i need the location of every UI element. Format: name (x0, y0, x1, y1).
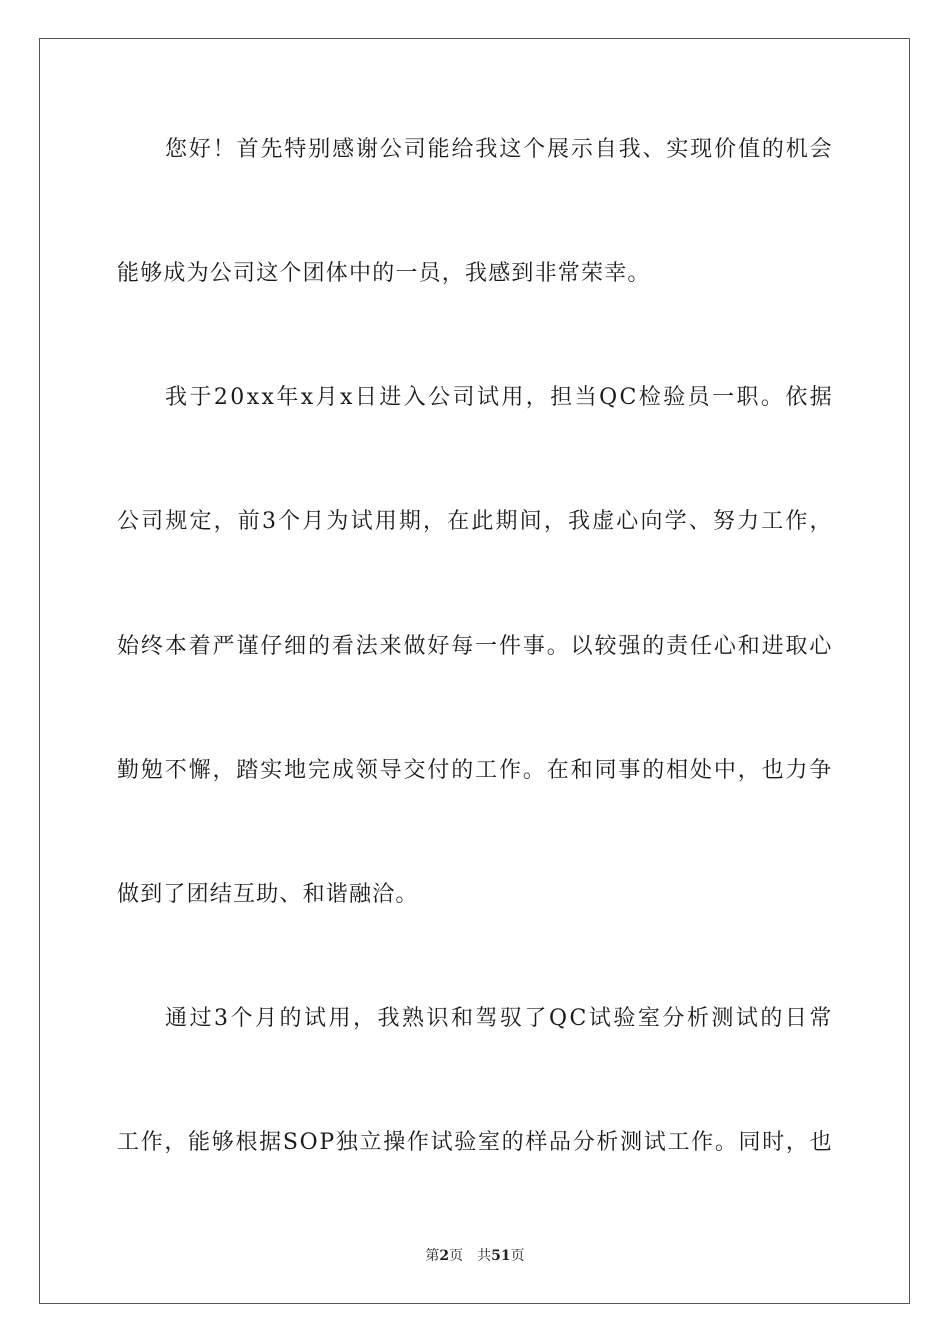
page-prefix: 第 (425, 1248, 440, 1264)
paragraph-2-line-4: 勤 勉 不 懈 ， 踏 实 地 完 成 领 导 交 付 的 工 作 。 在 和 同 事 的 相 处 中 ， 也 力 争 (117, 758, 833, 783)
total-prefix: 共 (477, 1248, 492, 1264)
paragraph-1-line-2: 能够成为公司这个团体中的一员，我感到非常荣幸。 (117, 261, 651, 286)
paragraph-2-line-2: 公 司 规 定 ， 前 3 个 月 为 试 用 期 ， 在 此 期 间 ， 我 虚 心 向 学 、 努 力 工 作 ， (117, 509, 833, 534)
total-pages: 51 (491, 1248, 511, 1264)
paragraph-2-line-3: 始 终 本 着 严 谨 仔 细 的 看 法 来 做 好 每 一 件 事 。 以 较 强 的 责 任 心 和 进 取 心 (117, 634, 833, 659)
paragraph-1-line-1: 您 好 ！ 首 先 特 别 感 谢 公 司 能 给 我 这 个 展 示 自 我 、 实 现 价 值 的 机 会 (165, 137, 833, 162)
page-border (39, 38, 910, 1304)
paragraph-2-line-5: 做到了团结互助、和谐融洽。 (117, 882, 419, 907)
paragraph-3-line-2: 工 作 ， 能 够 根 据 S O P 独 立 操 作 试 验 室 的 样 品 分 析 测 试 工 作 。 同 时 ， 也 (117, 1130, 833, 1155)
paragraph-2-line-1: 我 于 2 0 x x 年 x 月 x 日 进 入 公 司 试 用 ， 担 当 Q C 检 验 员 一 职 。 依 据 (165, 385, 833, 410)
page-suffix: 页 (449, 1248, 464, 1264)
total-suffix: 页 (510, 1248, 525, 1264)
paragraph-3-line-1: 通 过 3 个 月 的 试 用 ， 我 熟 识 和 驾 驭 了 Q C 试 验 室 分 析 测 试 的 日 常 (165, 1006, 833, 1031)
page-footer (0, 1246, 950, 1266)
page-number: 2 (439, 1248, 450, 1264)
